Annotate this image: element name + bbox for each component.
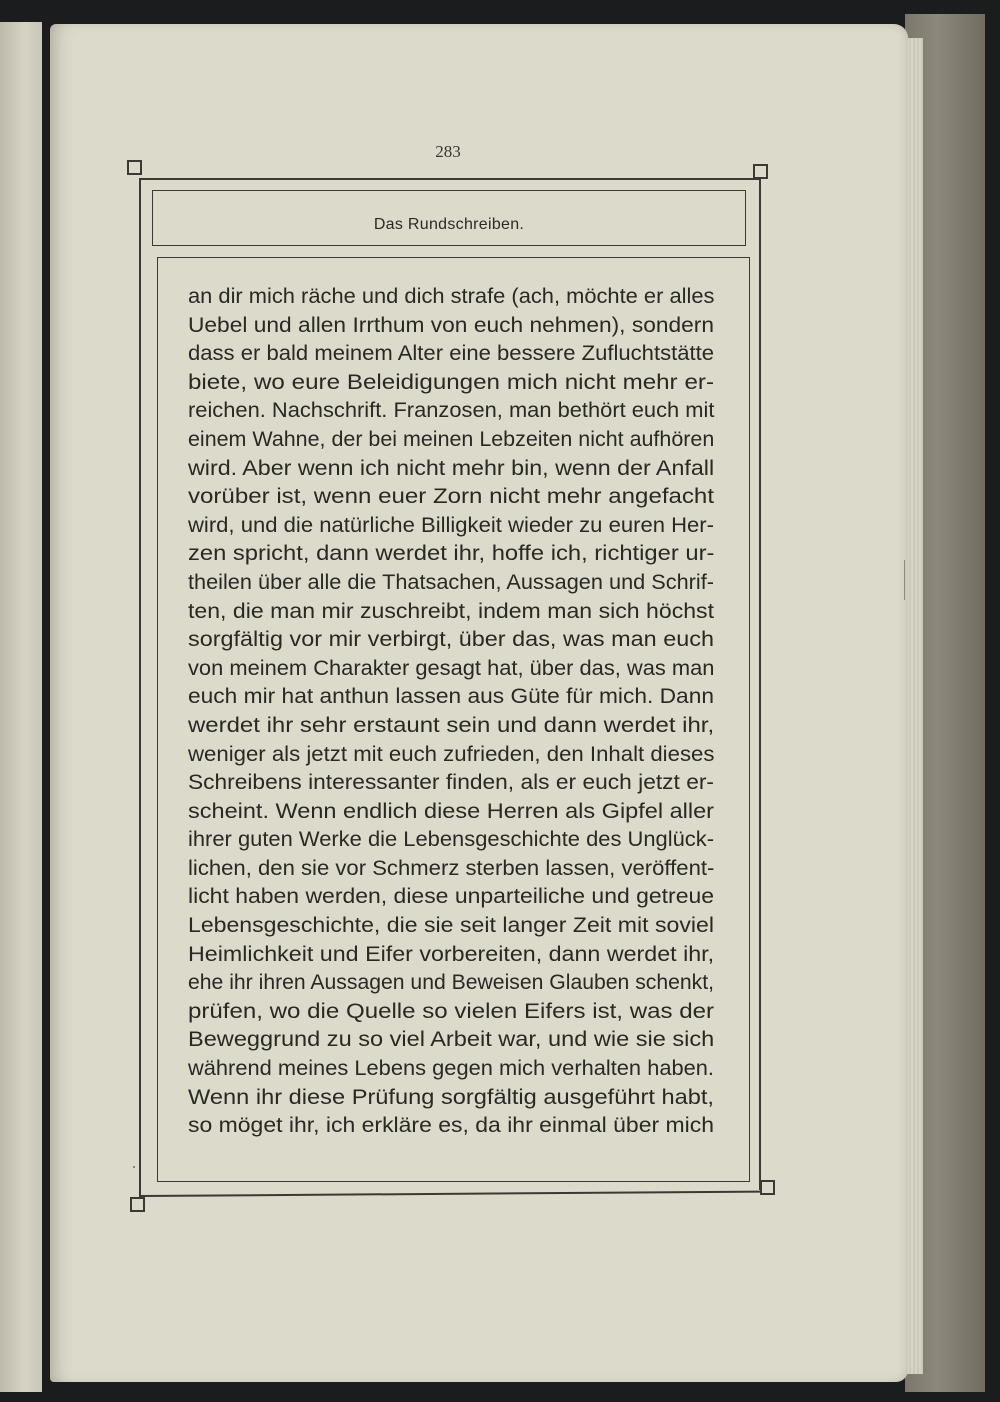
text-line: weniger als jetzt mit euch zufrieden, den Inhalt dieses	[188, 742, 715, 766]
text-line: theilen über alle die Thatsachen, Aussagen und Schrif-	[188, 570, 715, 594]
text-line: Schreibens interessanter finden, als er euch jetzt er-	[188, 771, 714, 795]
body-text	[188, 283, 714, 1141]
text-line: während meines Lebens gegen mich verhalten haben.	[188, 1057, 714, 1081]
text-line: Heimlichkeit und Eifer vorbereiten, dann werdet ihr,	[188, 942, 715, 966]
previous-page-edge	[0, 22, 42, 1392]
text-line: licht haben werden, diese unparteiliche und getreue	[188, 885, 715, 909]
text-line: Uebel und allen Irrthum von euch nehmen), sondern	[188, 313, 714, 337]
text-line: Wenn ihr diese Prüfung sorgfältig ausgeführt habt,	[188, 1085, 714, 1109]
text-line: ihrer guten Werke die Lebensgeschichte des Unglück-	[188, 828, 715, 852]
text-line: von meinem Charakter gesagt hat, über das, was man	[188, 656, 715, 680]
frame-right-line	[759, 178, 761, 1190]
text-line: wird, und die natürliche Billigkeit wieder zu euren Her-	[188, 513, 714, 537]
text-line: werdet ihr sehr erstaunt sein und dann werdet ihr,	[188, 713, 715, 737]
frame-left-line	[139, 178, 141, 1198]
running-head-box	[152, 190, 746, 246]
running-head: Das Rundschreiben.	[373, 216, 525, 233]
frame-corner-top-right	[753, 164, 768, 179]
text-line: an dir mich räche und dich strafe (ach, möchte er alles	[188, 285, 715, 308]
text-line: zen spricht, dann werdet ihr, hoffe ich, richtiger ur-	[188, 542, 715, 566]
text-line: vorüber ist, wenn euer Zorn nicht mehr angefacht	[188, 485, 715, 509]
page-number: 283	[435, 142, 461, 161]
text-line: reichen. Nachschrift. Franzosen, man bethört euch mit	[188, 399, 715, 423]
text-line: Lebensgeschichte, die sie seit langer Zeit mit soviel	[188, 914, 714, 938]
paper-speck	[904, 560, 905, 600]
text-line: dass er bald meinem Alter eine bessere Zufluchtstätte	[188, 342, 714, 366]
text-line: so möget ihr, ich erkläre es, da ihr einmal über mich	[188, 1114, 715, 1138]
text-line: Beweggrund zu so viel Arbeit war, und wie sie sich	[188, 1028, 715, 1052]
frame-top-line	[140, 178, 760, 180]
frame-corner-top-left	[127, 160, 142, 175]
text-line: sorgfältig vor mir verbirgt, über das, was man euch	[188, 628, 714, 652]
text-line: lichen, den sie vor Schmerz sterben lassen, veröffent-	[188, 856, 715, 880]
text-line: prüfen, wo die Quelle so vielen Eifers ist, was der	[188, 999, 715, 1023]
text-line: ehe ihr ihren Aussagen und Beweisen Glauben schenkt,	[188, 971, 715, 995]
text-line: scheint. Wenn endlich diese Herren als Gipfel aller	[188, 799, 715, 823]
frame-corner-bottom-left	[130, 1197, 145, 1212]
paper-speck	[133, 1166, 135, 1168]
frame-corner-bottom-right	[760, 1180, 775, 1195]
text-line: euch mir hat anthun lassen aus Güte für mich. Dann	[188, 685, 714, 709]
text-line: ten, die man mir zuschreibt, indem man sich höchst	[188, 599, 714, 623]
text-line: wird. Aber wenn ich nicht mehr bin, wenn der Anfall	[188, 456, 715, 480]
text-line: biete, wo eure Beleidigungen mich nicht mehr er-	[188, 370, 714, 394]
text-line: einem Wahne, der bei meinen Lebzeiten nicht aufhören	[188, 427, 715, 451]
